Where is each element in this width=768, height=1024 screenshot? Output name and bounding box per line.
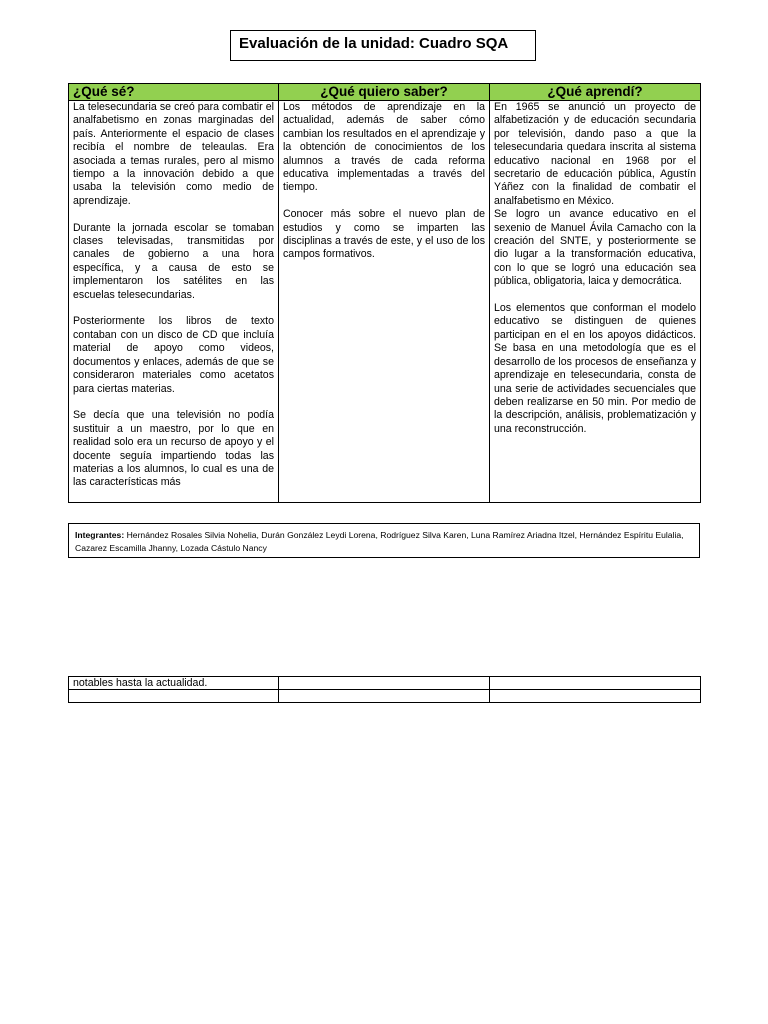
empty-cell	[279, 690, 490, 703]
paragraph: Posteriormente los libros de texto contaban con un disco de CD que incluía material de apoyo como videos, documentos y enlaces, además de que se consideraron materiales como acetatos para ciertas materias.	[73, 315, 274, 395]
paragraph: Conocer más sobre el nuevo plan de estudios y como se imparten las disciplinas a través de este, y el uso de los campos formativos.	[283, 208, 485, 261]
header-que-se: ¿Qué sé?	[69, 84, 279, 101]
paragraph: Durante la jornada escolar se tomaban clases televisadas, transmitidas por canales de gobierno a una hora específica, y a causa de esto se implementaron los satélites en las escuelas telesecundarias.	[73, 221, 274, 301]
paragraph: Los elementos que conforman el modelo educativo se distinguen de quienes participan en el en los apoyos didácticos. Se basa en una metodología que es el desarrollo de los procesos de enseñanza y aprendizaje en telesecundaria, consta de una serie de actividades secuenciales que deben realizarse en 50 min. Por medio de la descripción, análisis, problematización y una reconstrucción.	[494, 302, 696, 435]
paragraph: Se decía que una televisión no podía sustituir a un maestro, por lo que en realidad solo era un recurso de apoyo y el docente seguía impartiendo todas las materias a los alumnos, lo cual es una de las características más	[73, 409, 274, 489]
members-box	[68, 523, 700, 558]
table-row	[69, 690, 701, 703]
members-names: Hernández Rosales Silvia Nohelia, Durán González Leydi Lorena, Rodríguez Silva Karen, Luna Ramírez Ariadna Itzel, Hernández Espíritu Eulalia, Cazarez Escamilla Jhanny, Lozada Cástulo Nancy	[75, 530, 684, 553]
empty-cell	[279, 677, 490, 690]
empty-cell	[490, 690, 701, 703]
members-label: Integrantes:	[75, 530, 125, 540]
empty-cell	[69, 690, 279, 703]
continuation-table	[68, 676, 701, 703]
content-row	[69, 101, 701, 503]
cell-que-aprendi	[490, 101, 701, 503]
cell-que-quiero-saber	[279, 101, 490, 503]
paragraph: La telesecundaria se creó para combatir el analfabetismo en zonas marginadas del país. Anteriormente el espacio de clases recibía el nombre de teleaulas. Era asociada a temas rurales, pero al mismo tiempo a la innovación debido a que usaba la televisión como medio de aprendizaje.	[73, 101, 274, 207]
paragraph: Los métodos de aprendizaje en la actualidad, además de saber cómo cambian los resultados en el aprendizaje y la obtención de conocimientos de los alumnos a través de cada reforma educativa implementadas a través del tiempo.	[283, 101, 485, 194]
continuation-text: notables hasta la actualidad.	[69, 677, 279, 690]
document-title: Evaluación de la unidad: Cuadro SQA	[230, 30, 536, 61]
sqa-table	[68, 83, 701, 503]
header-que-quiero-saber: ¿Qué quiero saber?	[279, 84, 490, 101]
header-row	[69, 84, 701, 101]
cell-que-se	[69, 101, 279, 503]
table-row	[69, 677, 701, 690]
header-que-aprendi: ¿Qué aprendí?	[490, 84, 701, 101]
paragraph: Se logro un avance educativo en el sexenio de Manuel Ávila Camacho con la creación del SNTE, y posteriormente se dio lugar a la transformación educativa, con lo que se logró una educación sea pública, obligatoria, laica y democrática.	[494, 208, 696, 288]
empty-cell	[490, 677, 701, 690]
paragraph: En 1965 se anunció un proyecto de alfabetización y de educación secundaria por televisión, dando paso a que la telesecundaria quedara inscrita al sistema educativo nacional en 1968 por el secretario de educación pública, Agustín Yáñez con la finalidad de combatir el analfabetismo en México.	[494, 101, 696, 207]
